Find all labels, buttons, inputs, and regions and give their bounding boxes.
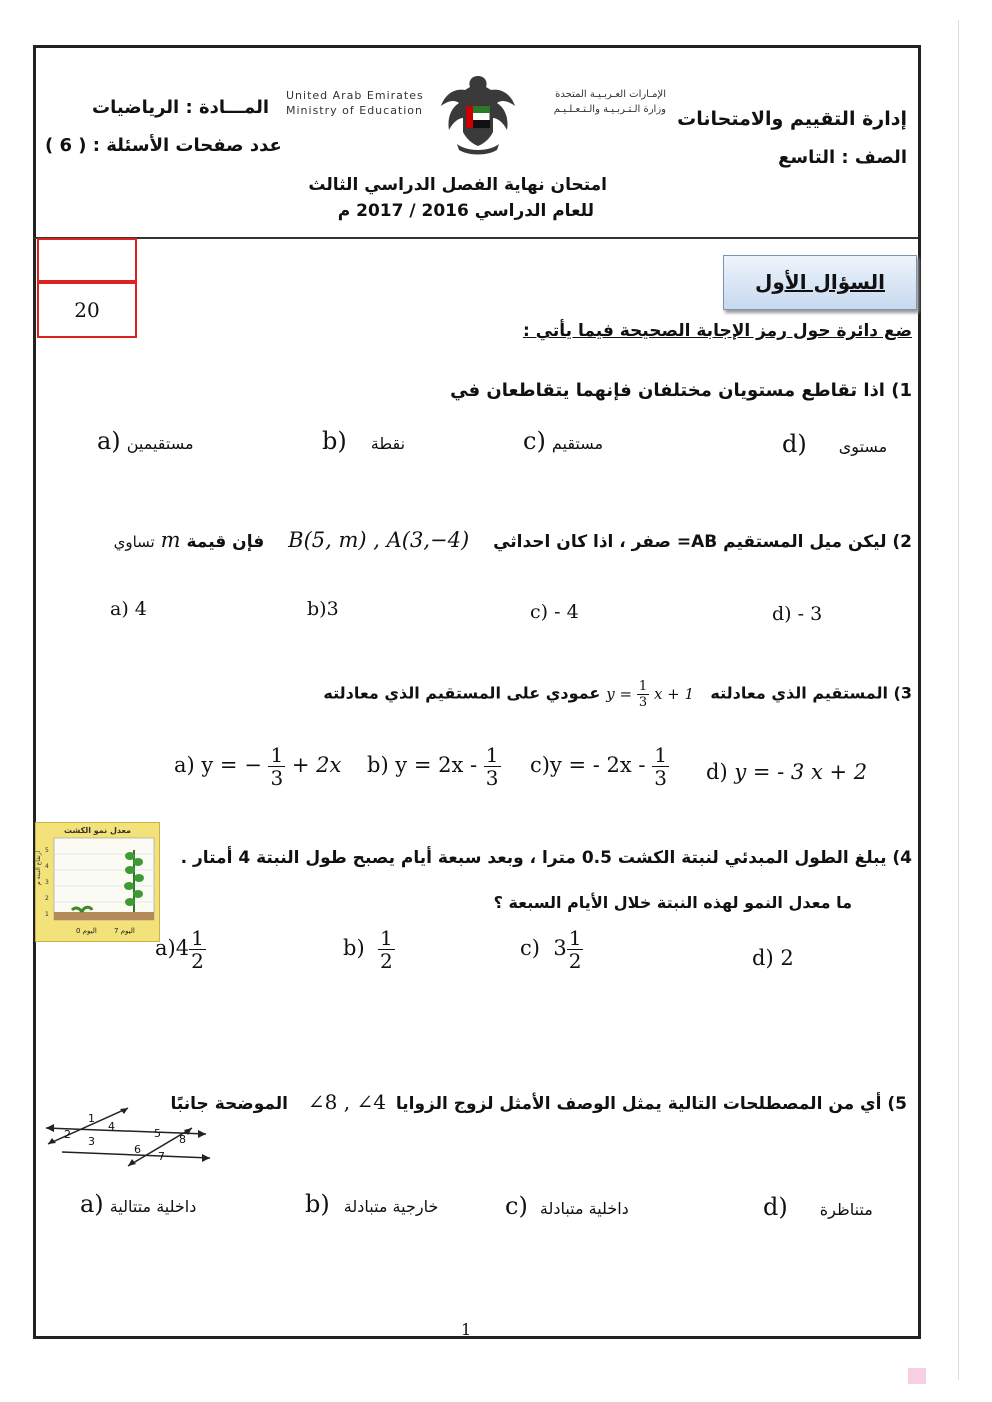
q5-option-b[interactable]: b) خارجية متبادلة [305, 1190, 439, 1218]
q1-option-d[interactable]: d) مستوى [782, 430, 888, 458]
q2-option-b[interactable]: b)3 [307, 598, 339, 620]
q3-option-a[interactable]: a) y = − $\frac{1}{3}$ + 2x [174, 743, 342, 790]
plant-day0-label: اليوم 0 [76, 927, 97, 935]
q4-option-d[interactable]: d) 2 [752, 946, 794, 970]
plant-image-title: معدل نمو الكشت [64, 826, 131, 835]
exam-year: للعام الدراسي 2016 / 2017 م [337, 201, 594, 221]
q3-option-c[interactable]: c)y = - 2x - $\frac{1}{3}$ [530, 743, 667, 790]
grade-label: الصف : التاسع [778, 147, 907, 168]
q3-option-d[interactable]: d) y = - 3 x + 2 [706, 760, 868, 784]
section-title: السؤال الأول [723, 255, 917, 310]
question-4-text-line1: 4) يبلغ الطول المبدئي لنبتة الكشت 0.5 مترا ، وبعد سبعة أيام يصبح طول النبتة 4 أمتار . [180, 848, 912, 868]
svg-text:2: 2 [64, 1128, 71, 1141]
ministry-en-line1: United Arab Emirates [286, 89, 424, 102]
q2-option-c[interactable]: c) - 4 [530, 601, 579, 623]
score-blank-box [37, 238, 137, 282]
plant-growth-chart [44, 836, 156, 936]
q2-option-a[interactable]: a) 4 [110, 598, 147, 620]
question-4-text-line2: ما معدل النمو لهذه النبتة خلال الأيام السبعة ؟ [493, 893, 852, 912]
page-number: 1 [461, 1320, 472, 1339]
q5-option-d[interactable]: d) متناظرة [763, 1193, 873, 1221]
q1-option-a[interactable]: a) مستقيمين [97, 427, 194, 455]
department-title: إدارة التقييم والامتحانات [677, 108, 907, 130]
scan-edge-line [958, 20, 959, 1380]
q5-option-c[interactable]: c) داخلية متبادلة [505, 1192, 629, 1220]
q4-option-b[interactable]: b) $\frac{1}{2}$ [343, 926, 393, 973]
svg-text:5: 5 [154, 1127, 161, 1140]
plant-day7-label: اليوم 7 [114, 927, 135, 935]
ministry-ar-line2: وزارة الـتـربـيـة والـتـعـلـيـم [553, 104, 666, 115]
plant-growth-image [35, 822, 160, 942]
q1-option-c[interactable]: c) مستقيم [523, 427, 604, 455]
q4-option-a[interactable]: a)4 $\frac{1}{2}$ [155, 926, 204, 973]
exam-title: امتحان نهاية الفصل الدراسي الثالث [308, 175, 607, 195]
plant-chart-ticks: 5 4 3 2 1 [45, 847, 49, 918]
score-box: 20 [37, 282, 137, 338]
q4-option-c[interactable]: c) 3 $\frac{1}{2}$ [520, 926, 582, 973]
ministry-en-line2: Ministry of Education [286, 104, 424, 117]
question-1-text: 1) اذا تقاطع مستويان مختلفان فإنهما يتقاطعان في [450, 380, 912, 401]
scan-mark [908, 1368, 926, 1384]
subject-label: المـــادة : الرياضيات [92, 97, 270, 118]
header-divider [33, 237, 918, 239]
svg-text:3: 3 [88, 1135, 95, 1148]
uae-emblem-logo [437, 70, 519, 160]
section-instruction: ضع دائرة حول رمز الإجابة الصحيحة فيما يأتي : [522, 321, 912, 341]
transversal-angles-figure [42, 1100, 214, 1168]
q1-option-b[interactable]: b) نقطة [322, 427, 406, 455]
ministry-ar-line1: الإمـارات العـربـيـة المتحدة [555, 89, 666, 100]
plant-chart-ylabel: ارتفاع النبتة م [35, 850, 42, 885]
q5-option-a[interactable]: a) داخلية متتالية [80, 1190, 197, 1218]
question-5-text: 5) أي من المصطلحات التالية يمثل الوصف الأمثل لزوج الزوايا ∠8 , ∠4 الموضحة جانبًا [170, 1090, 907, 1114]
svg-text:1: 1 [88, 1112, 95, 1125]
svg-text:6: 6 [134, 1143, 141, 1156]
svg-text:4: 4 [108, 1120, 115, 1133]
question-2-text: 2) ليكن ميل المستقيم AB= صفر ، اذا كان احداثي B(5, m) , A(3,−4) فإن قيمة m تساوي [113, 528, 912, 552]
question-3-text: 3) المستقيم الذي معادلته y = $\frac{1}{3}$ x + 1 عمودي على المستقيم الذي معادلته [323, 679, 912, 710]
svg-text:8: 8 [179, 1133, 186, 1146]
q3-option-b[interactable]: b) y = 2x - $\frac{1}{3}$ [367, 743, 499, 790]
q2-option-d[interactable]: d) - 3 [772, 603, 823, 625]
pages-count-label: عدد صفحات الأسئلة : ( 6 ) [45, 135, 282, 156]
svg-text:7: 7 [158, 1150, 165, 1163]
